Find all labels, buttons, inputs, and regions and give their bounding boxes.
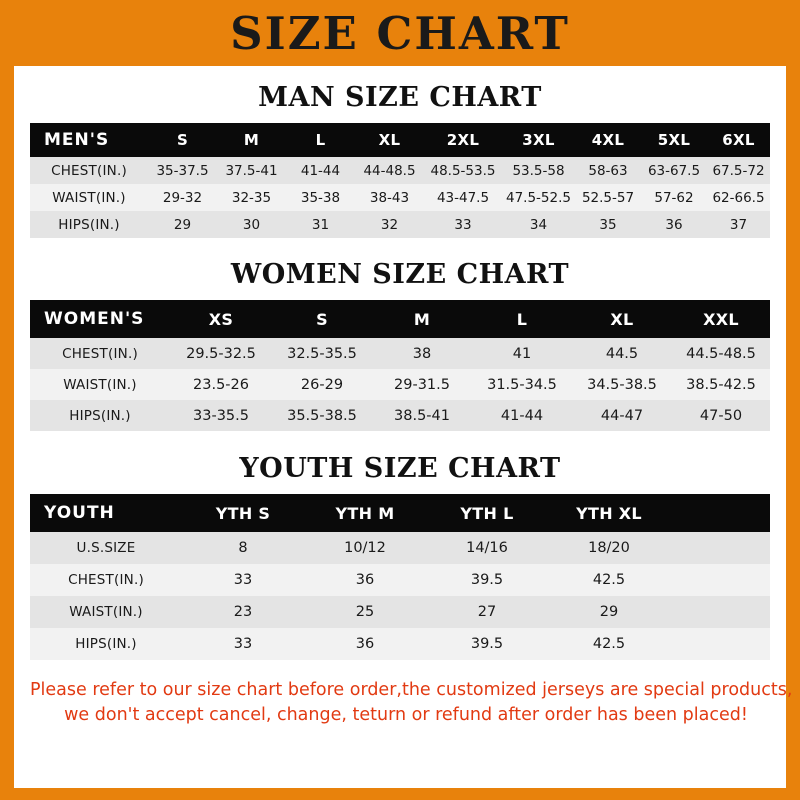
col-header-3xl: 3XL	[522, 131, 555, 149]
cell: 8	[238, 540, 248, 556]
cell: 44.5-48.5	[686, 345, 756, 362]
cell: 33	[233, 636, 253, 652]
cell: 33	[233, 572, 253, 588]
cell	[670, 628, 770, 660]
cell: 34	[529, 216, 548, 233]
notice-line-1: Please refer to our size chart before order,the customized jerseys are special products,	[30, 680, 793, 700]
cell: 29	[599, 604, 619, 620]
cell: 23	[233, 604, 253, 620]
col-header-xxl: XXL	[703, 309, 739, 329]
man-size-table	[30, 123, 770, 238]
cell: 25	[355, 604, 375, 620]
cell: 31.5-34.5	[487, 376, 557, 393]
youth-size-table	[30, 494, 770, 660]
youth-size-table-wrapper	[30, 494, 770, 660]
cell: 27	[477, 604, 497, 620]
col-header-l: L	[516, 309, 528, 329]
col-header-xl: XL	[378, 131, 401, 149]
col-header-2xl: 2XL	[446, 131, 480, 149]
table-row	[30, 628, 770, 660]
cell: 48.5-53.5	[430, 162, 496, 179]
cell: 63-67.5	[647, 162, 701, 179]
table-header-row	[30, 300, 770, 338]
cell: 14/16	[466, 540, 508, 556]
cell: 30	[242, 216, 261, 233]
cell: 32	[380, 216, 399, 233]
cell: 33-35.5	[193, 407, 249, 424]
col-header-6xl: 6XL	[722, 131, 755, 149]
col-header-yth-xl: YTH XL	[576, 503, 642, 523]
cell: 36	[355, 572, 375, 588]
cell: 58-63	[588, 162, 628, 179]
cell: 38.5-42.5	[686, 376, 756, 393]
col-header-yth-l: YTH L	[460, 503, 514, 523]
row-label-chest: CHEST(IN.)	[62, 345, 138, 362]
cell: 38.5-41	[394, 407, 450, 424]
cell: 18/20	[588, 540, 630, 556]
col-header-youth: YOUTH	[44, 503, 115, 523]
col-header-s: S	[176, 131, 189, 149]
cell: 36	[355, 636, 375, 652]
cell: 35-38	[300, 189, 341, 206]
cell: 34.5-38.5	[587, 376, 657, 393]
cell: 29	[173, 216, 192, 233]
table-row	[30, 338, 770, 369]
cell: 38-43	[369, 189, 410, 206]
cell	[670, 596, 770, 628]
cell: 41-44	[300, 162, 341, 179]
cell: 44-47	[600, 407, 644, 424]
page-title: SIZE CHART	[230, 6, 570, 60]
cell: 52.5-57	[581, 189, 635, 206]
cell: 57-62	[654, 189, 694, 206]
cell: 38	[412, 345, 432, 362]
page-banner	[0, 0, 800, 66]
row-label-waist: WAIST(IN.)	[63, 376, 137, 393]
row-label-chest: CHEST(IN.)	[51, 162, 127, 179]
women-section-title: WOMEN SIZE CHART	[230, 259, 570, 290]
table-header-row	[30, 123, 770, 157]
col-header-womens: WOMEN'S	[44, 309, 145, 329]
cell: 29-31.5	[394, 376, 450, 393]
col-header-yth-m: YTH M	[335, 503, 395, 523]
col-header-xl: XL	[610, 309, 634, 329]
cell: 36	[665, 216, 683, 233]
cell: 26-29	[300, 376, 344, 393]
table-row	[30, 564, 770, 596]
order-notice	[30, 678, 793, 729]
cell: 42.5	[592, 572, 626, 588]
cell: 53.5-58	[512, 162, 565, 179]
col-header-5xl: 5XL	[657, 131, 691, 149]
col-header-l: L	[315, 131, 326, 149]
cell: 43-47.5	[436, 189, 490, 206]
cell: 37.5-41	[225, 162, 278, 179]
row-label-hips: HIPS(IN.)	[69, 407, 131, 424]
cell: 10/12	[344, 540, 386, 556]
table-row	[30, 211, 770, 238]
table-row	[30, 157, 770, 184]
row-label-us-size: U.S.SIZE	[76, 540, 136, 556]
cell: 23.5-26	[193, 376, 249, 393]
col-header-blank	[670, 494, 770, 532]
cell: 29-32	[162, 189, 203, 206]
col-header-yth-s: YTH S	[215, 503, 271, 523]
col-header-m: M	[243, 131, 260, 149]
col-header-m: M	[413, 309, 431, 329]
cell: 32-35	[231, 189, 272, 206]
table-row	[30, 400, 770, 431]
table-row	[30, 184, 770, 211]
youth-section-title: YOUTH SIZE CHART	[239, 453, 561, 484]
table-row	[30, 532, 770, 564]
cell: 29.5-32.5	[186, 345, 256, 362]
cell: 39.5	[470, 636, 504, 652]
table-row	[30, 596, 770, 628]
cell: 35-37.5	[156, 162, 209, 179]
women-size-table-wrapper	[30, 300, 770, 431]
footer-bar	[14, 788, 786, 800]
cell: 31	[311, 216, 330, 233]
cell: 35	[599, 216, 617, 233]
cell: 47.5-52.5	[506, 189, 571, 206]
row-label-hips: HIPS(IN.)	[58, 216, 120, 233]
row-label-waist: WAIST(IN.)	[52, 189, 126, 206]
cell	[670, 532, 770, 564]
col-header-mens: MEN'S	[44, 130, 110, 150]
man-section-title: MAN SIZE CHART	[258, 82, 542, 113]
cell: 37	[729, 216, 748, 233]
table-header-row	[30, 494, 770, 532]
col-header-4xl: 4XL	[591, 131, 625, 149]
man-size-table-wrapper	[30, 123, 770, 238]
notice-line-2: we don't accept cancel, change, teturn or refund after order has been placed!	[64, 705, 748, 726]
cell: 41	[512, 345, 532, 362]
table-row	[30, 369, 770, 400]
cell	[670, 564, 770, 596]
cell: 32.5-35.5	[287, 345, 357, 362]
cell: 44.5	[605, 345, 639, 362]
cell: 42.5	[592, 636, 626, 652]
cell: 33	[454, 216, 472, 233]
row-label-hips: HIPS(IN.)	[75, 636, 137, 652]
col-header-s: S	[316, 309, 328, 329]
cell: 39.5	[470, 572, 504, 588]
cell: 44-48.5	[363, 162, 416, 179]
women-size-table	[30, 300, 770, 431]
row-label-chest: CHEST(IN.)	[68, 572, 144, 588]
cell: 47-50	[699, 407, 743, 424]
cell: 35.5-38.5	[287, 407, 357, 424]
cell: 41-44	[500, 407, 544, 424]
cell: 67.5-72	[712, 162, 765, 179]
row-label-waist: WAIST(IN.)	[69, 604, 143, 620]
chart-content	[14, 82, 793, 729]
col-header-xs: XS	[208, 309, 234, 329]
cell: 62-66.5	[712, 189, 765, 206]
